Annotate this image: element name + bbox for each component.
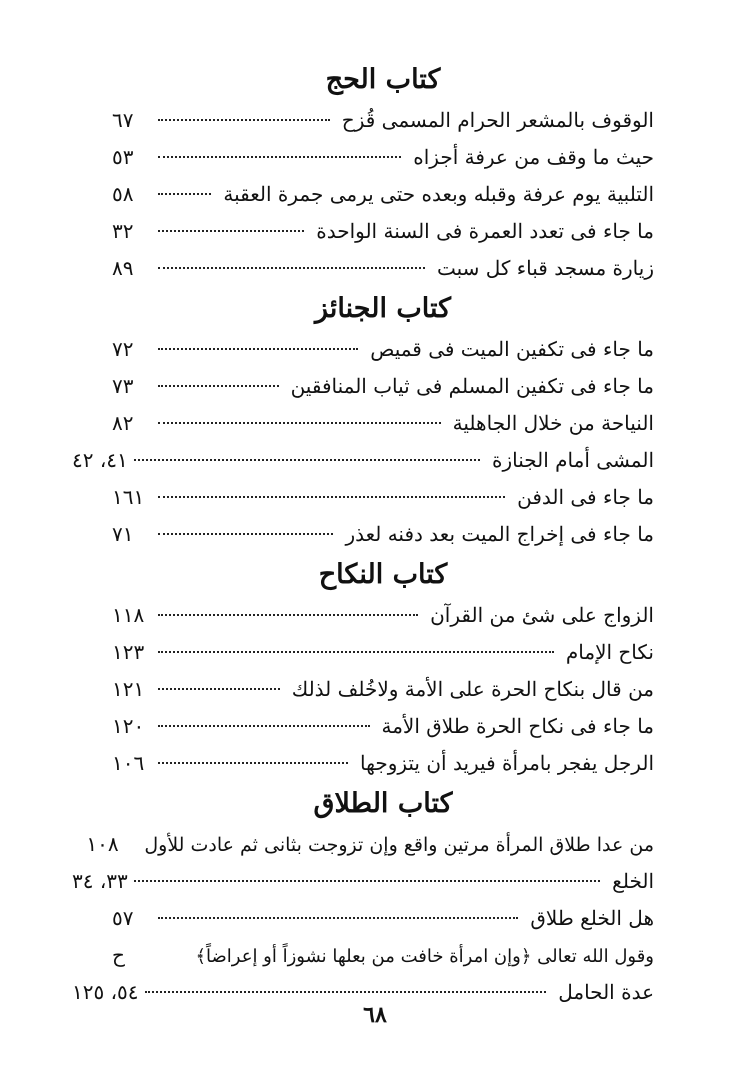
leader-dots — [158, 917, 518, 919]
index-entry — [112, 139, 654, 176]
entry-title: ما جاء فى تكفين المسلم فى ثياب المنافقين — [290, 374, 654, 398]
index-entry — [112, 331, 654, 368]
entry-page: ٨٩ — [112, 256, 134, 280]
entry-title: عدة الحامل — [558, 980, 654, 1004]
entry-title: زيارة مسجد قباء كل سبت — [436, 256, 654, 280]
index-entry — [112, 708, 654, 745]
index-entry — [112, 745, 654, 782]
entry-title: المشى أمام الجنازة — [491, 448, 654, 472]
leader-dots — [158, 762, 348, 764]
entry-page: ١٢٣ — [112, 640, 145, 664]
index-entry — [72, 863, 654, 900]
entry-title: النياحة من خلال الجاهلية — [452, 411, 654, 435]
entry-page: ح — [112, 943, 125, 967]
entry-page: ١٠٦ — [112, 751, 145, 775]
entry-page: ٥٣ — [112, 145, 134, 169]
index-entry — [86, 826, 654, 863]
index-column — [72, 58, 654, 1011]
entry-page: ٧١ — [112, 522, 134, 546]
entry-page: ٣٣، ٣٤ — [72, 869, 128, 893]
entry-title: حيث ما وقف من عرفة أجزاه — [413, 145, 654, 169]
index-entry — [112, 102, 654, 139]
index-entry — [112, 479, 654, 516]
index-entry — [112, 176, 654, 213]
leader-dots — [158, 614, 418, 616]
leader-dots — [158, 193, 211, 195]
entry-title: الوقوف بالمشعر الحرام المسمى قُزح — [341, 108, 654, 132]
section-heading-funerals: كتاب الجنائز — [315, 293, 451, 324]
entry-page: ١٢١ — [112, 677, 145, 701]
entry-page: ١١٨ — [112, 603, 145, 627]
index-entry — [112, 597, 654, 634]
entry-title: نكاح الإمام — [565, 640, 654, 664]
section-heading-hajj: كتاب الحج — [325, 64, 441, 95]
entry-title: ما جاء فى إخراج الميت بعد دفنه لعذر — [345, 522, 654, 546]
entry-title: من عدا طلاق المرأة مرتين واقع وإن تزوجت بثانى ثم عادت للأول — [144, 834, 654, 856]
leader-dots — [158, 119, 330, 121]
entry-page: ٤١، ٤٢ — [72, 448, 128, 472]
entry-page: ٥٧ — [112, 906, 134, 930]
leader-dots — [158, 651, 554, 653]
leader-dots — [158, 230, 304, 232]
leader-dots — [158, 688, 280, 690]
index-entry — [112, 368, 654, 405]
entry-title: وقول الله تعالى ﴿وإن امرأة خافت من بعلها نشوزاً أو إعراضاً﴾ — [195, 946, 654, 967]
index-entry — [112, 405, 654, 442]
index-entry — [112, 671, 654, 708]
entry-page: ٧٣ — [112, 374, 134, 398]
index-entry — [112, 516, 654, 553]
leader-dots — [158, 422, 441, 424]
index-entry — [112, 634, 654, 671]
index-entry — [112, 250, 654, 287]
entry-title: ما جاء فى الدفن — [517, 485, 654, 509]
entry-page: ١٢٠ — [112, 714, 145, 738]
entry-title: الزواج على شئ من القرآن — [430, 603, 654, 627]
index-entry — [112, 213, 654, 250]
entry-title: ما جاء فى نكاح الحرة طلاق الأمة — [381, 714, 654, 738]
entry-title: الخلع — [612, 869, 654, 893]
entry-page: ٣٢ — [112, 219, 134, 243]
entry-page: ٥٨ — [112, 182, 134, 206]
entry-page: ٨٢ — [112, 411, 134, 435]
index-entry — [112, 900, 654, 937]
leader-dots — [158, 267, 425, 269]
entry-page: ٥٤، ١٢٥ — [72, 980, 139, 1004]
entry-title: ما جاء فى تكفين الميت فى قميص — [370, 337, 654, 361]
leader-dots — [145, 991, 547, 993]
leader-dots — [158, 725, 370, 727]
leader-dots — [158, 533, 333, 535]
leader-dots — [158, 496, 505, 498]
index-entry — [72, 442, 654, 479]
index-entry — [112, 937, 654, 974]
entry-title: ما جاء فى تعدد العمرة فى السنة الواحدة — [316, 219, 654, 243]
section-heading-divorce: كتاب الطلاق — [313, 788, 453, 819]
entry-title: هل الخلع طلاق — [530, 906, 654, 930]
leader-dots — [134, 880, 600, 882]
entry-page: ٧٢ — [112, 337, 134, 361]
entry-title: التلبية يوم عرفة وقبله وبعده حتى يرمى جمرة العقبة — [223, 182, 654, 206]
leader-dots — [158, 385, 279, 387]
section-heading-marriage: كتاب النكاح — [318, 559, 448, 590]
leader-dots — [158, 348, 358, 350]
entry-page: ١٠٨ — [86, 832, 119, 856]
page-number: ٦٨ — [363, 1002, 387, 1028]
leader-dots — [134, 459, 480, 461]
entry-title: من قال بنكاح الحرة على الأمة ولاخُلف لذلك — [291, 677, 654, 701]
entry-title: الرجل يفجر بامرأة فيريد أن يتزوجها — [360, 751, 654, 775]
leader-dots — [158, 156, 401, 158]
entry-page: ١٦١ — [112, 485, 145, 509]
entry-page: ٦٧ — [112, 108, 134, 132]
